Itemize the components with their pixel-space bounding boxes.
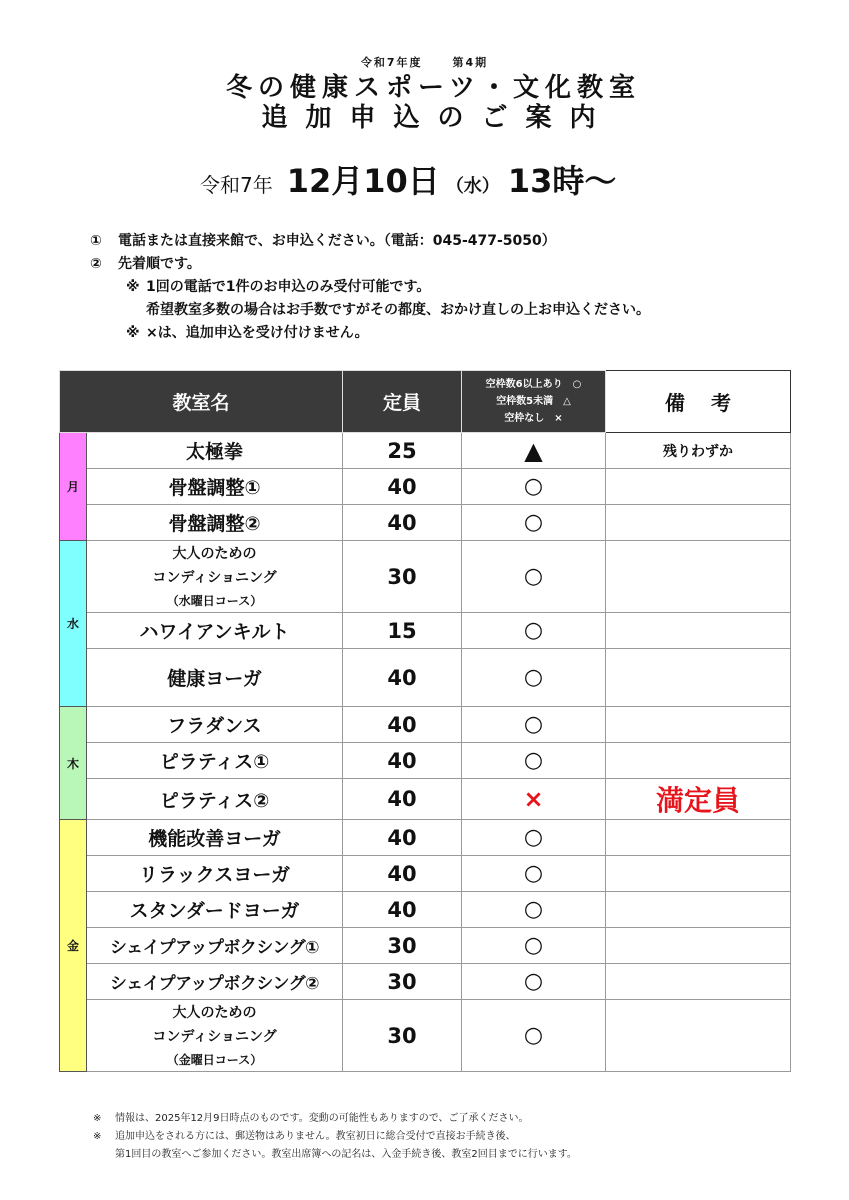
class-name: 骨盤調整① bbox=[87, 469, 343, 505]
remarks bbox=[606, 707, 791, 743]
capacity: 15 bbox=[343, 613, 462, 649]
page-subtitle: 追加申込のご案内 bbox=[261, 103, 614, 133]
status-available-icon: ○ bbox=[462, 964, 606, 1000]
table-header-row bbox=[60, 371, 791, 433]
class-name: シェイプアップボクシング① bbox=[87, 928, 343, 964]
sub-note-item: 希望教室多数の場合はお手数ですがその都度、おかけ直しの上お申込ください。 bbox=[146, 302, 650, 318]
sub-note-item: ※ 1回の電話で1件のお申込のみ受付可能です。 bbox=[126, 279, 431, 295]
class-name: シェイプアップボクシング② bbox=[87, 964, 343, 1000]
date-month-day: 12月10日 bbox=[286, 162, 440, 200]
sub-note-item: ※ ×は、追加申込を受け付けません。 bbox=[126, 325, 369, 341]
table-row bbox=[60, 613, 791, 649]
remarks: 残りわずか bbox=[606, 433, 791, 469]
fiscal-term-line bbox=[0, 54, 849, 70]
remarks bbox=[606, 856, 791, 892]
status-available-icon: ○ bbox=[462, 541, 606, 613]
class-name: フラダンス bbox=[87, 707, 343, 743]
fiscal-year: 令和7年度 bbox=[360, 56, 423, 69]
table-row bbox=[60, 892, 791, 928]
header-capacity: 定員 bbox=[343, 371, 462, 433]
status-few-left-icon: ▲ bbox=[462, 433, 606, 469]
footer-note: ※ 情報は、2025年12月9日時点のものです。変動の可能性もありますので、ご了承ください。 bbox=[93, 1113, 529, 1124]
class-name: 太極拳 bbox=[87, 433, 343, 469]
day-label-wednesday: 水 bbox=[60, 541, 87, 707]
remarks bbox=[606, 1000, 791, 1072]
status-available-icon: ○ bbox=[462, 707, 606, 743]
capacity: 40 bbox=[343, 649, 462, 707]
capacity: 40 bbox=[343, 856, 462, 892]
application-notes bbox=[90, 230, 650, 345]
remarks bbox=[606, 469, 791, 505]
remarks-full: 満定員 bbox=[606, 779, 791, 820]
header-status-legend: 空枠数6以上あり ○ 空枠数5未満 △ 空枠なし × bbox=[462, 371, 606, 433]
capacity: 30 bbox=[343, 1000, 462, 1072]
class-name: ピラティス② bbox=[87, 779, 343, 820]
class-availability-table bbox=[59, 370, 791, 1072]
capacity: 30 bbox=[343, 541, 462, 613]
day-label-friday: 金 bbox=[60, 820, 87, 1072]
capacity: 40 bbox=[343, 707, 462, 743]
class-name: 健康ヨーガ bbox=[87, 649, 343, 707]
status-available-icon: ○ bbox=[462, 743, 606, 779]
status-available-icon: ○ bbox=[462, 505, 606, 541]
capacity: 30 bbox=[343, 964, 462, 1000]
capacity: 25 bbox=[343, 433, 462, 469]
table-row bbox=[60, 541, 791, 613]
remarks bbox=[606, 541, 791, 613]
remarks bbox=[606, 892, 791, 928]
class-name: スタンダードヨーガ bbox=[87, 892, 343, 928]
status-available-icon: ○ bbox=[462, 856, 606, 892]
capacity: 40 bbox=[343, 505, 462, 541]
date-day-of-week: （水） bbox=[445, 176, 500, 197]
capacity: 40 bbox=[343, 779, 462, 820]
footer-notes bbox=[93, 1110, 577, 1164]
capacity: 40 bbox=[343, 820, 462, 856]
application-start-date bbox=[200, 156, 617, 200]
table-row bbox=[60, 649, 791, 707]
class-name: 機能改善ヨーガ bbox=[87, 820, 343, 856]
status-available-icon: ○ bbox=[462, 820, 606, 856]
status-full-icon: × bbox=[462, 779, 606, 820]
date-era: 令和7年 bbox=[200, 173, 273, 197]
note-item: ① 電話または直接来館で、お申込ください。（電話：045-477-5050） bbox=[90, 233, 556, 249]
table-row bbox=[60, 505, 791, 541]
table-row bbox=[60, 928, 791, 964]
capacity: 40 bbox=[343, 892, 462, 928]
class-name: 大人のための コンディショニング （水曜日コース） bbox=[87, 541, 343, 613]
capacity: 30 bbox=[343, 928, 462, 964]
class-name: 大人のための コンディショニング （金曜日コース） bbox=[87, 1000, 343, 1072]
remarks bbox=[606, 928, 791, 964]
status-available-icon: ○ bbox=[462, 469, 606, 505]
class-name: リラックスヨーガ bbox=[87, 856, 343, 892]
term: 第4期 bbox=[452, 56, 489, 69]
page-title: 冬の健康スポーツ・文化教室 bbox=[226, 73, 641, 103]
status-available-icon: ○ bbox=[462, 649, 606, 707]
day-label-thursday: 木 bbox=[60, 707, 87, 820]
header-class-name: 教室名 bbox=[60, 371, 343, 433]
status-available-icon: ○ bbox=[462, 1000, 606, 1072]
footer-note: 第1回目の教室へご参加ください。教室出席簿への記名は、入金手続き後、教室2回目までに行います。 bbox=[115, 1149, 577, 1160]
capacity: 40 bbox=[343, 469, 462, 505]
remarks bbox=[606, 613, 791, 649]
table-row bbox=[60, 856, 791, 892]
table-row bbox=[60, 707, 791, 743]
remarks bbox=[606, 964, 791, 1000]
remarks bbox=[606, 820, 791, 856]
class-name: ハワイアンキルト bbox=[87, 613, 343, 649]
class-name: 骨盤調整② bbox=[87, 505, 343, 541]
day-label-monday: 月 bbox=[60, 433, 87, 541]
table-row bbox=[60, 433, 791, 469]
status-available-icon: ○ bbox=[462, 613, 606, 649]
table-row bbox=[60, 1000, 791, 1072]
table-row bbox=[60, 820, 791, 856]
footer-note: ※ 追加申込をされる方には、郵送物はありません。教室初日に総合受付で直接お手続き後、 bbox=[93, 1131, 516, 1142]
table-row bbox=[60, 469, 791, 505]
remarks bbox=[606, 743, 791, 779]
status-available-icon: ○ bbox=[462, 892, 606, 928]
table-row bbox=[60, 964, 791, 1000]
remarks bbox=[606, 649, 791, 707]
header-remarks: 備考 bbox=[606, 371, 791, 433]
table-row bbox=[60, 743, 791, 779]
date-time: 13時〜 bbox=[507, 162, 617, 200]
status-available-icon: ○ bbox=[462, 928, 606, 964]
note-item: ② 先着順です。 bbox=[90, 256, 201, 272]
table-row bbox=[60, 779, 791, 820]
capacity: 40 bbox=[343, 743, 462, 779]
class-name: ピラティス① bbox=[87, 743, 343, 779]
remarks bbox=[606, 505, 791, 541]
